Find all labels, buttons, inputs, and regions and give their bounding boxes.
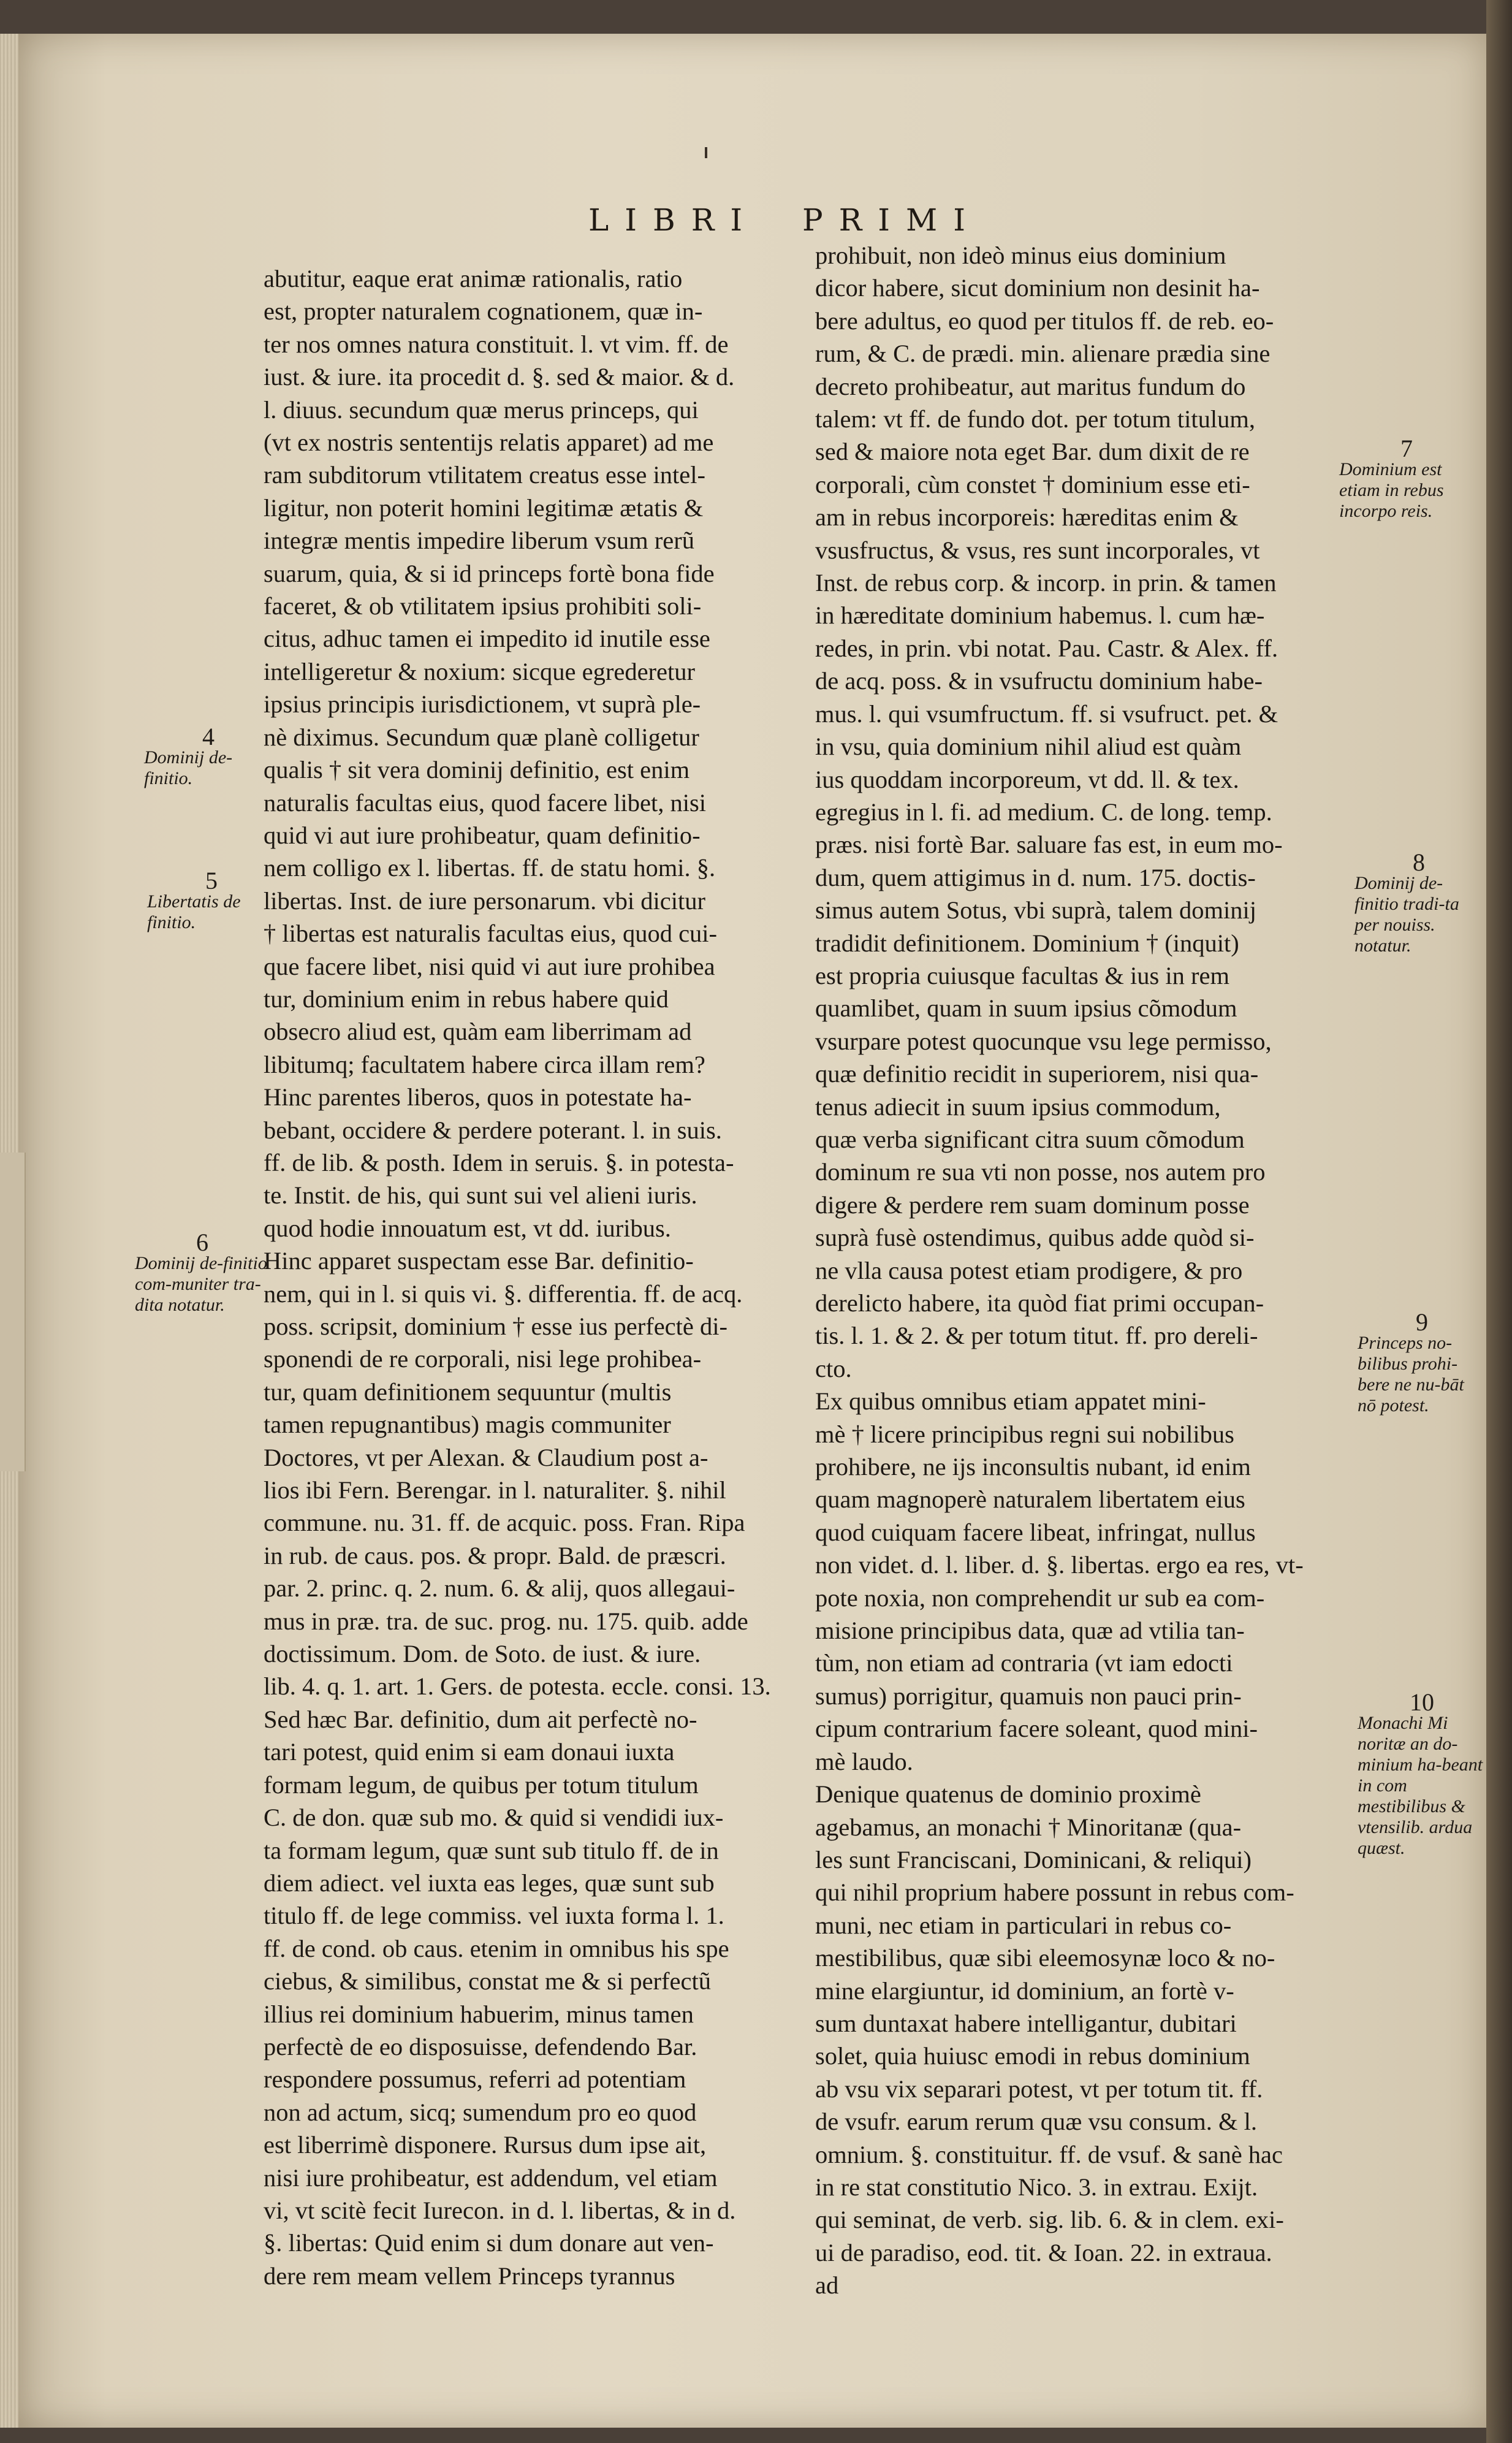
text-line: libertas. Inst. de iure personarum. vbi dicitur	[264, 886, 705, 915]
margin-note-10	[1358, 1688, 1486, 1859]
text-line: citus, adhuc tamen ei impedito id inutile esse	[264, 625, 710, 653]
note-text: Dominium est etiam in rebus incorpo reis.	[1339, 459, 1444, 521]
text-line: quæ definitio recidit in superiorem, nisi qua-	[815, 1060, 1259, 1088]
text-line: mus in præ. tra. de suc. prog. nu. 175. quib. adde	[264, 1607, 748, 1635]
text-line: (vt ex nostris sententijs relatis apparet) ad me	[264, 429, 714, 457]
text-line: quod cuiquam facere libeat, infringat, nullus	[815, 1518, 1256, 1546]
text-line: tamen repugnantibus) magis communiter	[264, 1411, 671, 1439]
text-line: Hinc apparet suspectam esse Bar. definitio-	[264, 1247, 694, 1275]
text-line: ui de paradiso, eod. tit. & Ioan. 22. in extraua.	[815, 2238, 1272, 2266]
text-line: am in rebus incorporeis: hæreditas enim &	[815, 503, 1239, 532]
margin-note-4	[144, 723, 273, 789]
text-line: in hæreditate dominium habemus. l. cum hæ-	[815, 601, 1265, 630]
text-line: mestibilibus, quæ sibi eleemosynæ loco & no-	[815, 1944, 1275, 1972]
text-line: ne vlla causa potest etiam prodigere, & pro	[815, 1256, 1243, 1284]
text-line: mè laudo.	[815, 1747, 913, 1775]
text-line: quam magnoperè naturalem libertatem eius	[815, 1485, 1245, 1514]
text-line: in vsu, quia dominium nihil aliud est quàm	[815, 733, 1242, 761]
text-line: in re stat constitutio Nico. 3. in extrau. Exijt.	[815, 2173, 1258, 2201]
text-line: corporali, cùm constet † dominium esse eti-	[815, 470, 1250, 498]
text-line: tis. l. 1. & 2. & per totum titut. ff. pro dereli-	[815, 1322, 1258, 1350]
text-line: bere adultus, eo quod per titulos ff. de reb. eo-	[815, 307, 1274, 335]
text-line: tur, quam definitionem sequuntur (multis	[264, 1378, 672, 1406]
text-line: ligitur, non poterit homini legitimæ ætatis &	[264, 494, 704, 522]
text-line: qualis † sit vera dominij definitio, est enim	[264, 756, 690, 784]
text-line: tenus adiecit in suum ipsius commodum,	[815, 1092, 1221, 1121]
text-line: libitumq; facultatem habere circa illam rem?	[264, 1050, 705, 1078]
text-line: te. Instit. de his, qui sunt sui vel alieni iuris.	[264, 1181, 697, 1210]
margin-note-7	[1339, 435, 1474, 522]
text-line: mine elargiuntur, id dominium, an fortè v-	[815, 1976, 1234, 2005]
text-line: in rub. de caus. pos. & propr. Bald. de præscri.	[264, 1541, 726, 1569]
text-line: perfectè de eo disposuisse, defendendo Bar.	[264, 2032, 697, 2060]
margin-note-8	[1354, 848, 1483, 956]
text-line: derelicto habere, ita quòd fiat primi occupan-	[815, 1289, 1264, 1317]
text-line: vi, vt scitè fecit Iurecon. in d. l. libertas, & in d.	[264, 2196, 736, 2224]
note-text: Dominij de-finitio.	[144, 747, 233, 788]
text-line: prohibuit, non ideò minus eius dominium	[815, 242, 1226, 269]
text-line: ipsius principis iurisdictionem, vt suprà ple-	[264, 690, 701, 718]
note-number: 8	[1413, 848, 1425, 876]
text-line: talem: vt ff. de fundo dot. per totum titulum,	[815, 405, 1256, 433]
text-line: ta formam legum, quæ sunt sub titulo ff. de in	[264, 1836, 719, 1864]
text-line: de acq. poss. & in vsufructu dominium habe-	[815, 667, 1263, 695]
text-line: solet, quia huiusc emodi in rebus dominium	[815, 2042, 1250, 2070]
text-line: tradidit definitionem. Dominium † (inquit)	[815, 929, 1239, 957]
text-line: mus. l. qui vsumfructum. ff. si vsufruct. pet. &	[815, 699, 1278, 728]
text-line: integræ mentis impedire liberum vsum rerũ	[264, 527, 694, 555]
text-line: dominum re sua vti non posse, nos autem pro	[815, 1158, 1266, 1186]
note-number: 7	[1400, 435, 1413, 462]
header-word-primi: PRIMI	[802, 202, 982, 238]
text-line: digere & perdere rem suam dominum posse	[815, 1191, 1250, 1219]
text-line: tari potest, quid enim si eam donaui iuxta	[264, 1738, 675, 1766]
text-line: commune. nu. 31. ff. de acquic. poss. Fran. Ripa	[264, 1509, 745, 1537]
text-line: cipum contrarium facere soleant, quod mini-	[815, 1715, 1258, 1743]
text-line: tùm, non etiam ad contraria (vt iam edocti	[815, 1649, 1233, 1677]
text-line: poss. scripsit, dominium † esse ius perfectè di-	[264, 1313, 728, 1340]
text-line: ter nos omnes natura constituit. l. vt vim. ff. de	[264, 330, 729, 358]
note-text: Libertatis de finitio.	[147, 891, 241, 932]
text-line: intelligeretur & noxium: sicque egrederetur	[264, 657, 696, 685]
text-line: bebant, occidere & perdere poterant. l. in suis.	[264, 1116, 722, 1144]
text-line: de vsufr. earum rerum quæ vsu consum. & l.	[815, 2108, 1258, 2136]
text-line: respondere possumus, referri ad potentiam	[264, 2065, 686, 2094]
note-number: 5	[205, 867, 218, 894]
text-line: simus autem Sotus, vbi suprà, talem dominij	[815, 896, 1256, 924]
text-line: ad	[815, 2271, 839, 2300]
text-line: ab vsu vix separari potest, vt per totum tit. ff.	[815, 2075, 1263, 2103]
text-line: formam legum, de quibus per totum titulum	[264, 1770, 699, 1799]
text-line: quod hodie innouatum est, vt dd. iuribus.	[264, 1214, 671, 1242]
margin-note-9	[1358, 1308, 1486, 1416]
text-line: ram subditorum vtilitatem creatus esse intel-	[264, 461, 705, 489]
text-line: cto.	[815, 1354, 852, 1382]
text-line: nisi iure prohibeatur, est addendum, vel etiam	[264, 2163, 718, 2192]
text-column-right	[815, 239, 1342, 2302]
header-word-libri: LIBRI	[588, 202, 759, 238]
text-line: agebamus, an monachi † Minoritanæ (qua-	[815, 1813, 1242, 1841]
text-line: naturalis facultas eius, quod facere libet, nisi	[264, 788, 706, 817]
text-line: Inst. de rebus corp. & incorp. in prin. & tamen	[815, 569, 1277, 597]
margin-note-5	[147, 867, 276, 933]
text-line: ius quoddam incorporeum, vt dd. ll. & tex.	[815, 765, 1239, 793]
text-line: decreto prohibeatur, aut maritus fundum do	[815, 372, 1246, 400]
text-line: faceret, & ob vtilitatem ipsius prohibiti soli-	[264, 592, 702, 620]
text-line: Doctores, vt per Alexan. & Claudium post a-	[264, 1443, 709, 1471]
text-line: prohibere, ne ijs inconsultis nubant, id enim	[815, 1453, 1251, 1481]
text-line: redes, in prin. vbi notat. Pau. Castr. & Alex. ff.	[815, 634, 1278, 662]
note-text: Dominij de-finitio com-muniter tra-dita notatur.	[135, 1253, 267, 1315]
text-line: dum, quem attigimus in d. num. 175. doctis-	[815, 863, 1256, 891]
text-line: lios ibi Fern. Berengar. in l. naturaliter. §. nihil	[264, 1476, 726, 1504]
text-line: doctissimum. Dom. de Soto. de iust. & iure.	[264, 1640, 701, 1668]
text-line: præs. nisi fortè Bar. saluare fas est, in eum mo-	[815, 831, 1283, 859]
text-line: Sed hæc Bar. definitio, dum ait perfectè no-	[264, 1705, 697, 1733]
text-line: l. diuus. secundum quæ merus princeps, qui	[264, 395, 699, 424]
text-line: C. de don. quæ sub mo. & quid si vendidi iux-	[264, 1804, 724, 1832]
text-line: vsusfructus, & vsus, res sunt incorporales, vt	[815, 536, 1260, 564]
note-text: Monachi Mi noritæ an do-minium ha-beant in com mestibilibus & vtensilib. ardua quæst.	[1358, 1713, 1483, 1858]
text-line: dicor habere, sicut dominium non desinit ha-	[815, 274, 1260, 302]
note-number: 4	[202, 723, 215, 750]
page-tab	[0, 1153, 26, 1471]
text-line: suprà fusè ostendimus, quibus adde quòd si-	[815, 1224, 1255, 1252]
text-line: dere rem meam vellem Princeps tyrannus	[264, 2262, 675, 2290]
text-line: quamlibet, quam in suum ipsius cõmodum	[815, 994, 1237, 1023]
text-line: pote noxia, non comprehendit ur sub ea com-	[815, 1584, 1265, 1612]
text-line: est, propter naturalem cognationem, quæ in-	[264, 297, 703, 326]
text-line: sed & maiore nota eget Bar. dum dixit de re	[815, 438, 1250, 466]
text-line: est propria cuiusque facultas & ius in rem	[815, 961, 1229, 989]
text-line: quæ verba significant citra suum cõmodum	[815, 1125, 1245, 1153]
text-line: diem adiect. vel iuxta eas leges, quæ sunt sub	[264, 1869, 715, 1897]
text-line: qui seminat, de verb. sig. lib. 6. & in clem. exi-	[815, 2206, 1284, 2234]
text-line: ciebus, & similibus, constat me & si perfectũ	[264, 1967, 711, 1995]
text-line: lib. 4. q. 1. art. 1. Gers. de potesta. eccle. consi. 13.	[264, 1672, 771, 1701]
text-line: Ex quibus omnibus etiam appatet mini-	[815, 1387, 1206, 1416]
text-line: est liberrimè disponere. Rursus dum ipse ait,	[264, 2131, 707, 2159]
text-line: muni, nec etiam in particulari in rebus co-	[815, 1911, 1232, 1939]
text-line: nem, qui in l. si quis vi. §. differentia. ff. de acq.	[264, 1279, 743, 1308]
text-line: iust. & iure. ita procedit d. §. sed & maior. & d.	[264, 363, 735, 391]
text-column-left	[264, 262, 797, 2292]
note-number: 6	[196, 1229, 208, 1256]
text-line: nè diximus. Secundum quæ planè colligetur	[264, 723, 699, 751]
text-line: sumus) porrigitur, quamuis non pauci prin-	[815, 1682, 1242, 1710]
text-line: suarum, quia, & si id princeps fortè bona fide	[264, 559, 715, 587]
note-number: 9	[1416, 1308, 1428, 1336]
book-cover-edge	[1486, 0, 1512, 2443]
text-line: nem colligo ex l. libertas. ff. de statu homi. §.	[264, 854, 716, 882]
text-line: sum duntaxat habere intelligantur, dubitari	[815, 2009, 1237, 2037]
text-line: §. libertas: Quid enim si dum donare aut ven-	[264, 2229, 714, 2257]
text-line: par. 2. princ. q. 2. num. 6. & alij, quos allegaui-	[264, 1574, 735, 1603]
text-line: misione principibus data, quæ ad vtilia tan-	[815, 1617, 1245, 1645]
text-line: egregius in l. fi. ad medium. C. de long. temp.	[815, 798, 1272, 826]
text-line: titulo ff. de lege commiss. vel iuxta forma l. 1.	[264, 1902, 724, 1930]
text-line: que facere libet, nisi quid vi aut iure prohibea	[264, 952, 715, 980]
text-line: Denique quatenus de dominio proximè	[815, 1780, 1201, 1808]
text-line: vsurpare potest quocunque vsu lege permisso,	[815, 1027, 1272, 1055]
text-line: obsecro aliud est, quàm eam liberrimam ad	[264, 1018, 692, 1046]
text-line: non videt. d. l. liber. d. §. libertas. ergo ea res, vt-	[815, 1551, 1304, 1579]
text-line: ff. de cond. ob caus. etenim in omnibus his spe	[264, 1934, 729, 1962]
margin-note-6	[135, 1229, 270, 1316]
text-line: mè † licere principibus regni sui nobilibus	[815, 1420, 1234, 1448]
text-line: sponendi de re corporali, nisi lege prohibea-	[264, 1345, 702, 1373]
note-number: 10	[1410, 1688, 1434, 1716]
text-line: omnium. §. constituitur. ff. de vsuf. & sanè hac	[815, 2140, 1283, 2168]
text-line: illius rei dominium habuerim, minus tamen	[264, 2000, 694, 2028]
text-line: rum, & C. de prædi. min. alienare prædia sine	[815, 340, 1271, 368]
text-line: quid vi aut iure prohibeatur, quam definitio-	[264, 821, 701, 849]
note-text: Dominij de-finitio tradi-ta per nouiss. notatur.	[1354, 873, 1459, 956]
text-line: Hinc parentes liberos, quos in potestate ha-	[264, 1083, 692, 1111]
text-line: non ad actum, sicq; sumendum pro eo quod	[264, 2098, 697, 2126]
text-line: les sunt Franciscani, Dominicani, & reliqui)	[815, 1845, 1252, 1873]
tick-mark	[705, 147, 707, 158]
text-line: ff. de lib. & posth. Idem in seruis. §. in potesta-	[264, 1148, 734, 1176]
text-line: tur, dominium enim in rebus habere quid	[264, 985, 669, 1013]
running-header	[588, 202, 1017, 238]
note-text: Princeps no-bilibus prohi-bere ne nu-bāt nō potest.	[1358, 1333, 1464, 1416]
text-line: qui nihil proprium habere possunt in rebus com-	[815, 1878, 1294, 1907]
text-line: † libertas est naturalis facultas eius, quod cui-	[264, 920, 718, 948]
text-line: abutitur, eaque erat animæ rationalis, ratio	[264, 265, 683, 292]
